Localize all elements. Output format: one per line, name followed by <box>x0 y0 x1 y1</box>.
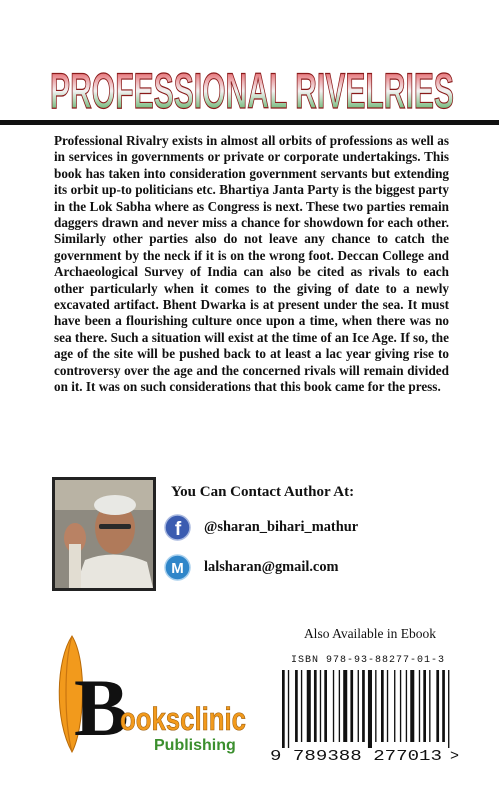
barcode-bar <box>343 670 347 742</box>
barcode-bar <box>368 670 372 748</box>
barcode-bar <box>419 670 420 742</box>
barcode-bar <box>350 670 353 742</box>
barcode-bar <box>375 670 376 742</box>
barcode-digits: 9 789388 277013 <box>270 748 442 765</box>
svg-text:M: M <box>171 559 184 577</box>
barcode-bar <box>295 670 298 742</box>
barcode-bar <box>406 670 407 742</box>
title-graphic <box>0 64 499 118</box>
barcode-bar <box>429 670 430 742</box>
barcode-bar <box>362 670 365 742</box>
contact-heading: You Can Contact Author At: <box>171 484 355 500</box>
isbn-label: ISBN 978-93-88277-01-3 <box>290 655 446 666</box>
barcode-bar <box>307 670 311 742</box>
facebook-handle[interactable]: @sharan_bihari_mathur <box>204 518 359 535</box>
publisher-name: ooksclinic <box>120 701 246 737</box>
author-portrait-image <box>55 480 153 588</box>
book-blurb: Professional Rivalry exists in almost all orbits of professions as well as in services in governments or private or corporate undertakings. This book has taken into consideration government servants but extending its orbit up-to politicians etc. Bhartiya Janta Party is the biggest party in the Lok Sabha where as Congress is next. These two parties remain daggers drawn and never miss a chance for showdown for each other. Similarly other parties also do not leave any chance to catch the government by the neck if it is on the wrong foot. Deccan College and Archaeological Survey of India can also be cited as rivals to each other particularly when it comes to the giving of date to a newly excavated artifact. Bhent Dwarka is at present under the sea. It must have been a flourishing culture once upon a time, when there was no sea there. Such a situation will exist at the time of an Ice Age. If so, the age of the site will be pushed back to at least a lac year giving rise to controversy over the age and the concerned rivals will remain divided on it. It was on such considerations that this book came for the press. <box>54 133 449 395</box>
facebook-icon[interactable] <box>164 514 191 541</box>
facebook-contact[interactable] <box>164 512 358 542</box>
mail-icon[interactable] <box>164 554 191 581</box>
booksclinic-logo <box>50 632 250 756</box>
barcode-bars <box>282 670 449 748</box>
isbn-barcode <box>270 668 464 764</box>
barcode-marker: > <box>450 748 460 765</box>
barcode-bar <box>400 670 401 742</box>
barcode-bar <box>339 670 340 742</box>
barcode-bar <box>387 670 388 742</box>
barcode-bar <box>410 670 414 742</box>
barcode-bar <box>282 670 285 748</box>
email-contact[interactable] <box>164 552 339 582</box>
barcode-bar <box>448 670 449 748</box>
barcode-bar <box>381 670 384 742</box>
logo-initial: B <box>74 662 129 753</box>
title-divider <box>0 120 499 125</box>
barcode-bar <box>314 670 317 742</box>
barcode-bar <box>436 670 439 742</box>
barcode-bar <box>442 670 445 742</box>
ebook-availability: Also Available in Ebook <box>303 626 437 641</box>
barcode-bar <box>301 670 302 742</box>
svg-text:f: f <box>174 518 182 540</box>
barcode-bar <box>320 670 321 742</box>
email-address[interactable]: lalsharan@gmail.com <box>204 558 339 575</box>
barcode-bar <box>333 670 334 742</box>
barcode-bar <box>288 670 289 748</box>
barcode-bar <box>358 670 359 742</box>
barcode-bar <box>423 670 426 742</box>
title-band <box>0 64 499 118</box>
author-photo <box>52 477 156 591</box>
book-title: PROFESSIONAL RIVELRIES <box>50 63 454 119</box>
barcode-bar <box>394 670 395 742</box>
publisher-sub: Publishing <box>154 737 236 754</box>
barcode-bar <box>324 670 327 742</box>
